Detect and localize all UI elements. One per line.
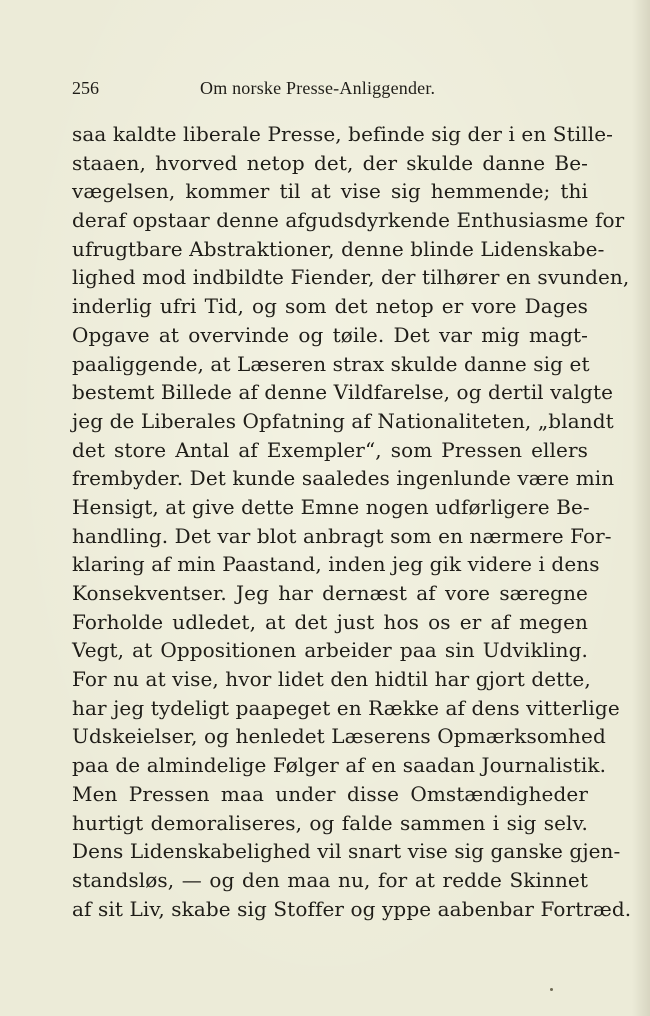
text-line: Men Pressen maa under disse Omstændigheder — [72, 781, 588, 806]
running-title: Om norske Presse-Anliggender. — [200, 78, 436, 98]
text-line: ufrugtbare Abstraktioner, denne blinde Lidenskabe- — [72, 236, 605, 261]
body-text — [72, 120, 632, 923]
text-line: Udskeielser, og henledet Læserens Opmærksomhed — [72, 724, 606, 749]
text-line: paaliggende, at Læseren strax skulde danne sig et — [72, 351, 590, 376]
text-line: For nu at vise, hvor lidet den hidtil har gjort dette, — [72, 667, 591, 692]
text-line: Hensigt, at give dette Emne nogen udførligere Be- — [72, 494, 590, 519]
text-line: Forholde udledet, at det just hos os er af megen — [72, 609, 588, 634]
text-line: klaring af min Paastand, inden jeg gik videre i dens — [72, 552, 600, 577]
text-line: vægelsen, kommer til at vise sig hemmende; thi — [72, 179, 588, 204]
text-line: Dens Lidenskabelighed vil snart vise sig ganske gjen- — [72, 839, 621, 864]
text-line: frembyder. Det kunde saaledes ingenlunde være min — [72, 466, 615, 491]
text-line: Opgave at overvinde og tøile. Det var mig magt- — [72, 322, 588, 347]
text-line: lighed mod indbildte Fiender, der tilhører en svunden, — [72, 265, 630, 290]
text-line: handling. Det var blot anbragt som en nærmere For- — [72, 523, 612, 548]
page-edge-shadow — [632, 0, 650, 1016]
text-line: paa de almindelige Følger af en saadan Journalistik. — [72, 753, 607, 778]
text-line: Konsekventser. Jeg har dernæst af vore særegne — [72, 581, 588, 605]
text-line: hurtigt demoraliseres, og falde sammen i sig selv. — [72, 810, 588, 835]
running-head — [72, 74, 592, 102]
text-line: standsløs, — og den maa nu, for at redde Skinnet — [72, 867, 588, 892]
text-line: saa kaldte liberale Presse, befinde sig der i en Stille- — [72, 122, 614, 146]
text-line: det store Antal af Exempler“, som Pressen ellers — [72, 437, 588, 462]
text-line: af sit Liv, skabe sig Stoffer og yppe aabenbar Fortræd. — [72, 896, 632, 921]
text-line: inderlig ufri Tid, og som det netop er vore Dages — [72, 294, 588, 319]
ink-speck — [550, 988, 553, 991]
text-line: bestemt Billede af denne Vildfarelse, og dertil valgte — [72, 380, 614, 405]
text-line: deraf opstaar denne afgudsdyrkende Enthusiasme for — [72, 208, 625, 233]
text-line: jeg de Liberales Opfatning af Nationaliteten, „blandt — [72, 408, 614, 433]
text-line: har jeg tydeligt paapeget en Række af dens vitterlige — [72, 695, 620, 720]
text-line: staaen, hvorved netop det, der skulde danne Be- — [72, 150, 588, 175]
page-number: 256 — [72, 78, 99, 98]
text-line: Vegt, at Oppositionen arbeider paa sin Udvikling. — [72, 638, 588, 663]
